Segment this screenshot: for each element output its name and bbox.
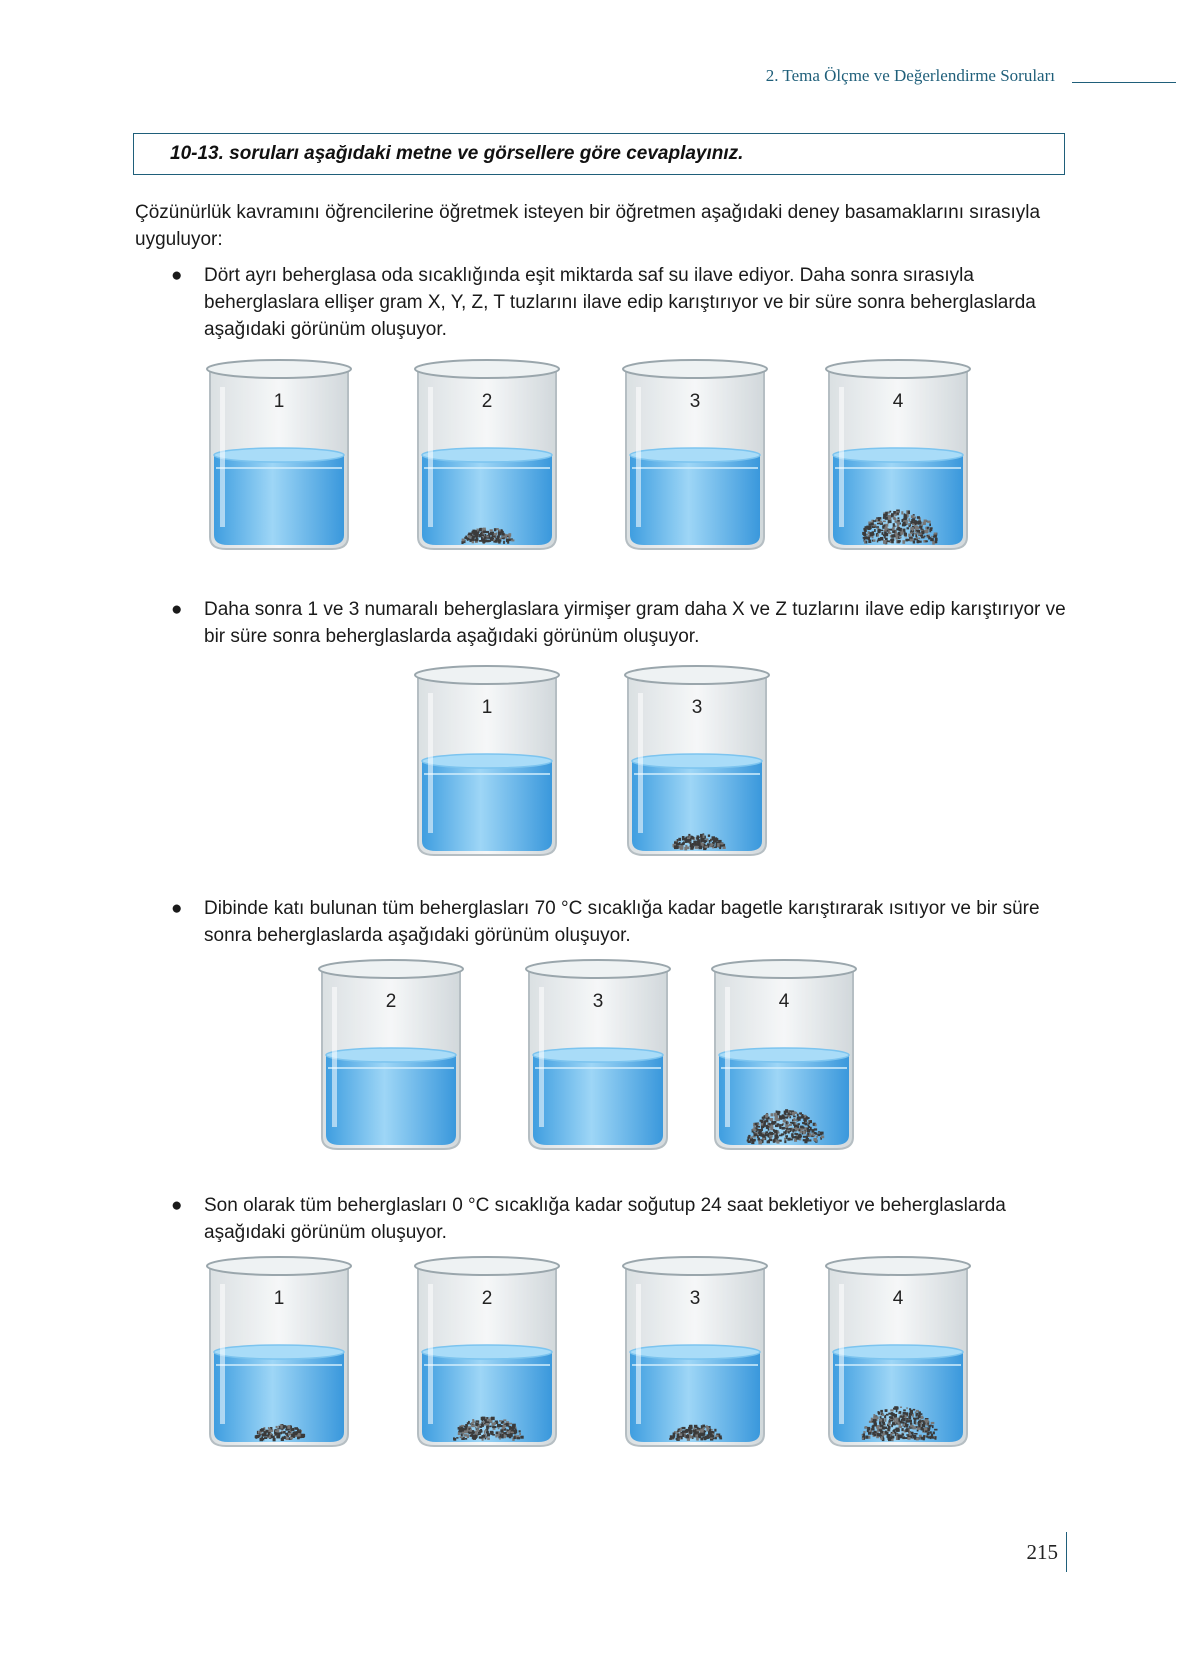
beaker-label: 4 (892, 1288, 904, 1309)
page-number-rule (1066, 1532, 1067, 1572)
beaker (202, 1254, 356, 1454)
page-number: 215 (1026, 1540, 1058, 1564)
beaker-drawing (707, 957, 861, 1157)
beaker-drawing (821, 357, 975, 557)
beaker-drawing (410, 1254, 564, 1454)
step-2-bullet: ● (171, 599, 183, 620)
beaker (521, 957, 675, 1157)
beaker-label: 3 (592, 991, 604, 1012)
beaker-drawing (618, 357, 772, 557)
intro-paragraph: Çözünürlük kavramını öğrencilerine öğretmek isteyen bir öğretmen aşağıdaki deney basamaklarını sırasıyla uyguluyor: (135, 202, 1041, 250)
step-1-bullet: ● (171, 265, 183, 286)
header-title: 2. Tema Ölçme ve Değerlendirme Soruları (765, 66, 1055, 85)
beaker-drawing (202, 1254, 356, 1454)
question-box (133, 133, 1065, 175)
step-3-bullet: ● (171, 898, 183, 919)
beaker (410, 663, 564, 863)
question-box-text: 10-13. soruları aşağıdaki metne ve görsellere göre cevaplayınız. (170, 143, 744, 164)
beaker (618, 1254, 772, 1454)
beaker-label: 4 (778, 991, 790, 1012)
beaker-drawing (410, 663, 564, 863)
beaker-label: 1 (481, 697, 493, 718)
beaker (707, 957, 861, 1157)
step-2-text: Daha sonra 1 ve 3 numaralı beherglaslara yirmişer gram daha X ve Z tuzlarını ilave edip karıştırıyor ve bir süre sonra beherglaslarda aşağıdaki görünüm oluşuyor. (204, 599, 1066, 647)
beaker (821, 357, 975, 557)
beaker-label: 3 (689, 391, 701, 412)
beaker-label: 2 (385, 991, 397, 1012)
beaker (821, 1254, 975, 1454)
step-4-bullet: ● (171, 1195, 183, 1216)
beaker (620, 663, 774, 863)
beaker-drawing (620, 663, 774, 863)
beaker-label: 2 (481, 391, 493, 412)
beaker-drawing (821, 1254, 975, 1454)
step-3-text: Dibinde katı bulunan tüm beherglasları 70 °C sıcaklığa kadar bagetle karıştırarak ısıtıyor ve bir süre sonra beherglaslarda aşağıdaki görünüm oluşuyor. (204, 898, 1040, 946)
beaker (618, 357, 772, 557)
step-1-text: Dört ayrı beherglasa oda sıcaklığında eşit miktarda saf su ilave ediyor. Daha sonra sırasıyla beherglaslara ellişer gram X, Y, Z, T tuzlarını ilave edip karıştırıyor ve bir süre sonra beherglaslarda aşağıdaki görünüm oluşuyor. (204, 265, 1036, 340)
step-4-text: Son olarak tüm beherglasları 0 °C sıcaklığa kadar soğutup 24 saat bekletiyor ve beherglaslarda aşağıdaki görünüm oluşuyor. (204, 1195, 1006, 1243)
beaker-label: 1 (273, 391, 285, 412)
beaker (314, 957, 468, 1157)
beaker (202, 357, 356, 557)
beaker-label: 4 (892, 391, 904, 412)
beaker-label: 3 (689, 1288, 701, 1309)
beaker (410, 1254, 564, 1454)
header-rule (1072, 82, 1176, 83)
beaker-drawing (521, 957, 675, 1157)
beaker-drawing (410, 357, 564, 557)
beaker-drawing (202, 357, 356, 557)
beaker-label: 1 (273, 1288, 285, 1309)
beaker-drawing (618, 1254, 772, 1454)
beaker-label: 3 (691, 697, 703, 718)
beaker (410, 357, 564, 557)
beaker-drawing (314, 957, 468, 1157)
beaker-label: 2 (481, 1288, 493, 1309)
